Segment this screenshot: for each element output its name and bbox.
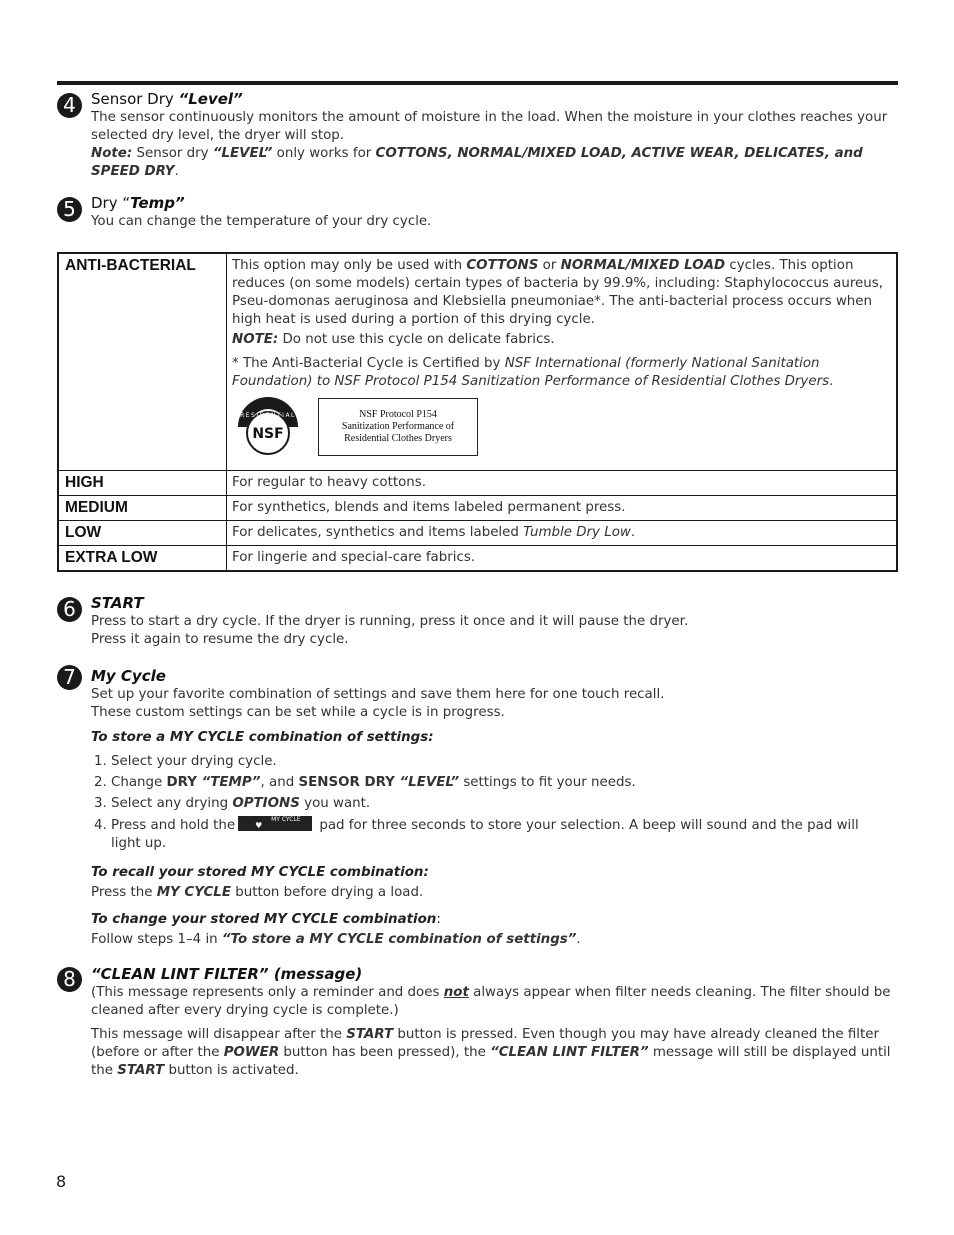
- cert-text: * The Anti-Bacterial Cycle is Certified by: [232, 356, 505, 371]
- table-row: [58, 546, 897, 572]
- svg-text:NSF: NSF: [252, 426, 284, 442]
- setting-name: “LEVEL”: [399, 775, 460, 790]
- body-text: Follow steps 1–4 in: [91, 932, 222, 947]
- body-text: button is activated.: [164, 1063, 299, 1078]
- section-clean-lint-filter: [91, 965, 891, 1080]
- top-rule: [57, 81, 898, 85]
- cycle-name: COTTONS: [466, 258, 539, 273]
- cert-end: .: [829, 374, 834, 389]
- title-text: Sensor Dry: [91, 90, 179, 108]
- section-title: [91, 667, 891, 686]
- title-emphasis: “CLEAN LINT FILTER” (message): [91, 965, 363, 983]
- desc-text: For delicates, synthetics and items labeled: [232, 525, 524, 540]
- emphasis-not: not: [443, 985, 469, 1000]
- option-description: For regular to heavy cottons.: [227, 471, 898, 496]
- table-row: [58, 471, 897, 496]
- list-item: [111, 772, 891, 793]
- box-line: Residential Clothes Dryers: [344, 433, 452, 444]
- desc-text: This option may only be used with: [232, 258, 467, 273]
- certification-text: [232, 355, 891, 391]
- section-title: [91, 965, 891, 984]
- setting-name: SENSOR DRY: [298, 775, 400, 790]
- step-text: , and: [260, 775, 299, 790]
- option-description: [227, 253, 898, 471]
- note-end: .: [174, 164, 179, 179]
- setting-name: DRY: [166, 775, 202, 790]
- title-emphasis: Temp”: [130, 194, 185, 212]
- button-name: POWER: [223, 1045, 280, 1060]
- step-text: Select any drying: [111, 796, 233, 811]
- step-text: Change: [111, 775, 167, 790]
- option-description: For lingerie and special-care fabrics.: [227, 546, 898, 572]
- step-text: you want.: [299, 796, 371, 811]
- step-text: Press and hold the: [111, 818, 236, 833]
- svg-text:RESIDENTIAL: RESIDENTIAL: [240, 412, 296, 419]
- body-text: message will still be displayed until the: [91, 1045, 891, 1078]
- cycle-name: NORMAL/MIXED LOAD: [560, 258, 726, 273]
- section-body: [91, 984, 891, 1020]
- list-item: [111, 816, 891, 853]
- body-text: button before drying a load.: [230, 885, 424, 900]
- option-name: LOW: [58, 521, 227, 546]
- recall-text: [91, 884, 891, 902]
- setting-name: “TEMP”: [201, 775, 261, 790]
- body-text: (This message represents only a reminder and does: [91, 985, 444, 1000]
- step-number-badge: 7: [57, 665, 82, 690]
- section-sensor-dry: [91, 90, 891, 181]
- button-name: MY CYCLE: [156, 885, 231, 900]
- nsf-protocol-box: [318, 398, 478, 456]
- section-title: [91, 90, 891, 109]
- subheading-text: To change your stored MY CYCLE combination: [91, 912, 437, 927]
- note-label: NOTE:: [232, 332, 279, 347]
- desc-end: .: [630, 525, 636, 540]
- body-text: This message will disappear after the: [91, 1027, 347, 1042]
- button-name: START: [346, 1027, 394, 1042]
- section-my-cycle: [91, 667, 891, 949]
- note-level: “LEVEL”: [212, 146, 273, 161]
- nsf-residential-seal: [232, 397, 304, 457]
- option-name: HIGH: [58, 471, 227, 496]
- title-emphasis: My Cycle: [91, 667, 166, 685]
- option-name: ANTI-BACTERIAL: [58, 253, 227, 471]
- step-number-badge: 4: [57, 93, 82, 118]
- step-number-badge: 8: [57, 967, 82, 992]
- message-name: “CLEAN LINT FILTER”: [490, 1045, 649, 1060]
- desc-emphasis: Tumble Dry Low: [523, 525, 631, 540]
- note-text: only works for: [272, 146, 376, 161]
- desc-text: cycles. This option reduces (on some models) certain types of bacteria by 99.9%, including: Staphylococcus aureus, Pseu-domonas aeruginosa and Klebsiella pneumoniae*. The anti-bacterial process occurs when high heat is used during a portion of this drying cycle.: [232, 258, 883, 327]
- note-cycles: COTTONS, NORMAL/MIXED LOAD, ACTIVE WEAR, DELICATES, and SPEED DRY: [91, 146, 863, 179]
- subheading-recall: To recall your stored MY CYCLE combination:: [91, 865, 429, 880]
- section-title: [91, 194, 891, 213]
- section-body: Set up your favorite combination of settings and save them here for one touch recall.: [91, 687, 665, 702]
- section-body: The sensor continuously monitors the amount of moisture in the load. When the moisture in your clothes reaches your selected dry level, the dryer will stop.: [91, 110, 888, 143]
- box-line: NSF Protocol P154: [359, 409, 437, 420]
- body-text: .: [576, 932, 581, 947]
- page-number: 8: [56, 1172, 67, 1191]
- section-body: Press to start a dry cycle. If the dryer is running, press it once and it will pause the dryer.: [91, 614, 689, 629]
- option-description: [227, 521, 898, 546]
- box-line: Sanitization Performance of: [341, 421, 455, 432]
- setting-name: OPTIONS: [232, 796, 300, 811]
- option-description: For synthetics, blends and items labeled permanent press.: [227, 496, 898, 521]
- list-item: 1. Select your drying cycle.: [111, 751, 891, 772]
- title-text: Dry “: [91, 194, 131, 212]
- section-title: [91, 594, 891, 613]
- certification-marks: [232, 397, 891, 457]
- step-number-badge: 6: [57, 597, 82, 622]
- body-text: button is pressed. Even though you may have already cleaned the filter (before or after the: [91, 1027, 880, 1060]
- body-text: always appear when filter needs cleaning. The filter should be cleaned after every drying cycle is complete.): [91, 985, 891, 1018]
- table-row: [58, 253, 897, 471]
- step-text: settings to fit your needs.: [459, 775, 636, 790]
- subheading-colon: :: [436, 912, 441, 927]
- list-item: [111, 793, 891, 814]
- reference-text: “To store a MY CYCLE combination of settings”: [221, 932, 577, 947]
- section-body: You can change the temperature of your dry cycle.: [91, 214, 432, 229]
- note-text: Do not use this cycle on delicate fabrics.: [278, 332, 555, 347]
- pad-label: MY CYCLE: [271, 816, 301, 823]
- note-label: Note:: [91, 146, 133, 161]
- body-text: button has been pressed), the: [279, 1045, 491, 1060]
- section-body: Press it again to resume the dry cycle.: [91, 632, 349, 647]
- table-row: [58, 521, 897, 546]
- table-row: [58, 496, 897, 521]
- subheading-change: [91, 912, 891, 927]
- subheading-store: To store a MY CYCLE combination of settings:: [91, 730, 434, 745]
- change-text: [91, 931, 891, 949]
- note-text: Sensor dry: [132, 146, 213, 161]
- anti-bacterial-note: [232, 331, 891, 349]
- section-dry-temp: [91, 194, 891, 231]
- anti-bacterial-desc: [232, 257, 891, 329]
- option-name: MEDIUM: [58, 496, 227, 521]
- body-text: Press the: [91, 885, 157, 900]
- store-steps-list: [91, 751, 891, 853]
- option-name: EXTRA LOW: [58, 546, 227, 572]
- desc-text: or: [538, 258, 561, 273]
- temp-options-table: [57, 252, 898, 572]
- button-name: START: [117, 1063, 165, 1078]
- step-text: pad for three seconds to store your selection. A beep will sound and the pad will light up.: [111, 818, 859, 851]
- section-start: [91, 594, 891, 649]
- section-body: [91, 1026, 891, 1080]
- section-body: These custom settings can be set while a cycle is in progress.: [91, 705, 505, 720]
- my-cycle-pad-icon: ♥ MY CYCLE: [238, 816, 312, 831]
- title-emphasis: START: [91, 594, 144, 612]
- section-note: [91, 145, 891, 181]
- title-emphasis: “Level”: [178, 90, 243, 108]
- cert-emphasis: NSF International (formerly National Sanitation Foundation) to NSF Protocol P154 Sanitization Performance of Residential Clothes Dryers: [232, 356, 830, 389]
- step-number-badge: 5: [57, 197, 82, 222]
